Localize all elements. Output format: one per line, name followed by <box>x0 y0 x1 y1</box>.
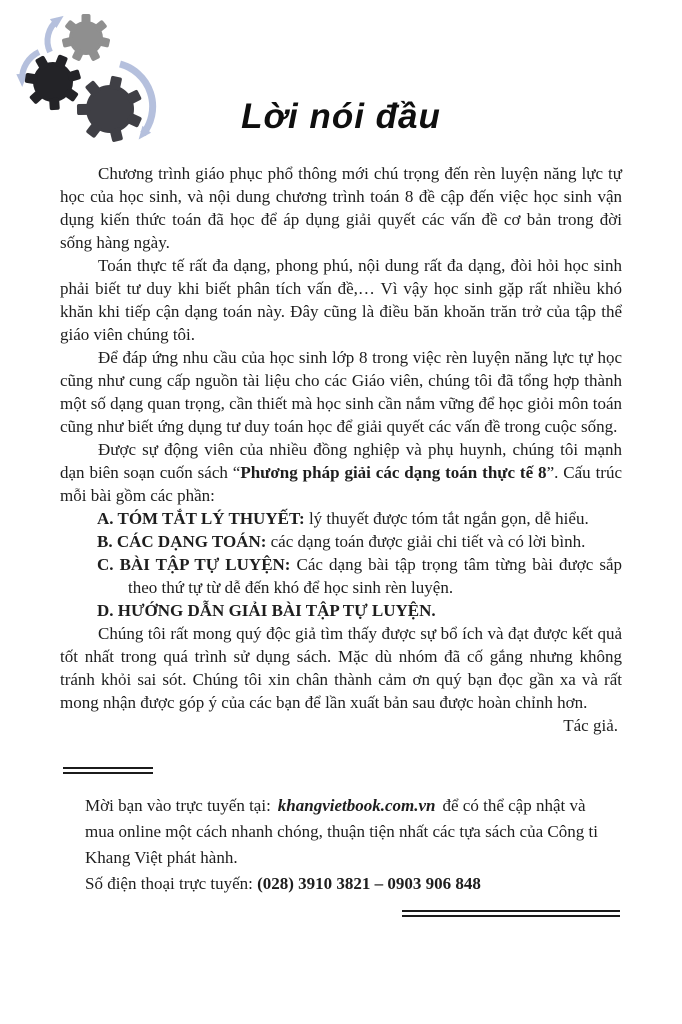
phone-number: (028) 3910 3821 – 0903 906 848 <box>257 874 481 893</box>
intro-paragraph-1: Chương trình giáo phục phổ thông mới chú trọng đến rèn luyện năng lực tự học của học sinh, và nội dung chương trình toán 8 đề cập đến việc học sinh vận dụng kiến thức toán đã học để áp dụng giải quyết các vấn đề cơ bản trong đời sống hàng ngày. <box>60 164 622 252</box>
intro-paragraph-2: Toán thực tế rất đa dạng, phong phú, nội dung rất đa dạng, đòi hỏi học sinh phải biết tư duy khi biết phân tích vấn đề,… Vì vậy học sinh gặp rất nhiều khó khăn khi tiếp cận dạng toán này. Đây cũng là điều băn khoăn trăn trở của tập thể giáo viên chúng tôi. <box>60 256 622 344</box>
list-item-b-head: B. CÁC DẠNG TOÁN: <box>97 532 267 551</box>
author-signature: Tác giả. <box>563 716 618 735</box>
intro-paragraph-4 <box>60 438 622 507</box>
list-item-b-text: các dạng toán được giải chi tiết và có lời bình. <box>266 532 586 551</box>
book-title-bold: Phương pháp giải các dạng toán thực tế 8 <box>240 463 547 482</box>
gear-large-dark <box>71 70 150 148</box>
list-item-b <box>60 530 622 553</box>
page-title: Lời nói đầu <box>241 97 441 136</box>
divider-top <box>63 767 153 774</box>
list-item-d-head: D. HƯỚNG DẪN GIẢI BÀI TẬP TỰ LUYỆN. <box>97 601 436 620</box>
list-item-c <box>60 553 622 599</box>
gear-small-gray <box>62 14 111 62</box>
website-text: khangvietbook.com.vn <box>277 796 436 815</box>
phone-label: Số điện thoại trực tuyến: <box>85 874 258 893</box>
gears-icon <box>6 6 164 156</box>
footer-invite-pre: Mời bạn vào trực tuyến tại: <box>85 796 271 815</box>
closing-paragraph: Chúng tôi rất mong quý độc giả tìm thấy được sự bổ ích và đạt được kết quả tốt nhất trong quá trình sử dụng sách. Mặc dù nhóm đã cố gắng nhưng không tránh khỏi sai sót. Chúng tôi xin chân thành cảm ơn quý bạn đọc gần xa và rất mong nhận được góp ý của các bạn để lần xuất bản sau được hoàn chỉnh hơn. <box>60 624 622 712</box>
rotate-arrow-top <box>47 20 58 52</box>
list-item-a-head: A. TÓM TẮT LÝ THUYẾT: <box>97 509 305 528</box>
preface-body <box>60 162 622 737</box>
publisher-footer <box>60 767 622 917</box>
paragraph-4-post: ”. Cấu trúc mỗi bài gồm các phần: <box>60 463 622 505</box>
list-item-d <box>60 599 622 622</box>
list-item-a-text: lý thuyết được tóm tắt ngắn gọn, dễ hiểu. <box>304 509 589 528</box>
intro-paragraph-3: Để đáp ứng nhu cầu của học sinh lớp 8 trong việc rèn luyện năng lực tự học cũng như cung cấp nguồn tài liệu cho các Giáo viên, chúng tôi đã tổng hợp thành một số dạng quan trọng, cần thiết mà học sinh cần nắm vững để học giỏi môn toán cũng như biết ứng dụng tư duy toán học để giải quyết các vấn đề trong cuộc sống. <box>60 348 622 436</box>
list-item-a <box>60 507 622 530</box>
list-item-c-head: C. BÀI TẬP TỰ LUYỆN: <box>97 555 291 574</box>
divider-bottom <box>402 910 620 917</box>
paragraph-4-pre: Được sự động viên của nhiều đồng nghiệp và phụ huynh, chúng tôi mạnh dạn biên soạn cuốn sách “ <box>60 440 622 482</box>
footer-note <box>85 793 614 897</box>
book-structure-list <box>60 507 622 622</box>
list-item-c-text: Các dạng bài tập trọng tâm từng bài được sắp theo thứ tự từ dễ đến khó để học sinh rèn luyện. <box>128 555 623 597</box>
gears-logo-svg <box>6 6 164 156</box>
footer-invite-post: để có thể cập nhật và mua online một cách nhanh chóng, thuận tiện nhất các tựa sách của Công ti Khang Việt phát hành. <box>85 796 598 867</box>
